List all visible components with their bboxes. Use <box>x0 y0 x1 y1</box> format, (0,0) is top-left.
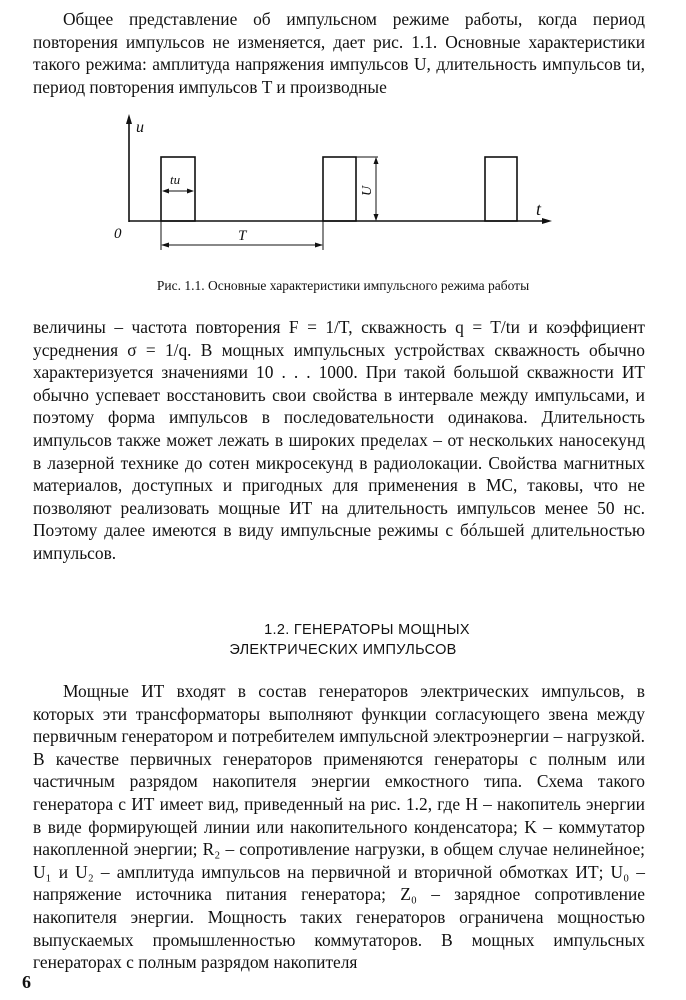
origin-label: 0 <box>114 226 122 242</box>
y-axis-arrow <box>126 114 132 124</box>
amplitude-label: U <box>360 185 375 196</box>
page-number: 6 <box>22 972 31 992</box>
pulse-width-label: tи <box>170 172 181 187</box>
x-axis-arrow <box>542 218 552 224</box>
y-axis-label: u <box>136 119 144 136</box>
pulse-1 <box>161 157 195 221</box>
paragraph-quantities: величины – частота повторения F = 1/T, скважность q = T/tи и коэффициент усреднения σ = 1/q. В мощных импульсных устройствах скважность обычно характеризуется значениями 10 . . . 1000. При такой большой скважности ИТ обычно успевает восстановить свои свойства в интервале между импульсами, и поэтому форма импульсов в последовательности одинакова. Длительность импульсов также может лежать в широких пределах – от нескольких наносекунд в лазерной технике до сотен микросекунд в радиолокации. Свойства магнитных материалов, доступных и пригодных для применения в МС, таковы, что не позволяют реализовать мощные ИТ на длительность импульсов менее 50 нс. Поэтому далее имеются в виду импульсные режимы с бóльшей длительностью импульсов. <box>33 317 645 563</box>
pulse-diagram <box>0 0 686 270</box>
pulse-3 <box>485 157 517 221</box>
paragraph-generators: Мощные ИТ входят в состав генераторов электрических импульсов, в которых эти трансформаторы выполняют функции согласующего звена между первичным генератором и потребителем импульсной электроэнергии – нагрузкой. В качестве первичных генераторов применяются генераторы с полным или частичным разрядом накопителя энергии емкостного типа. Схема такого генератора с ИТ имеет вид, приведенный на рис. 1.2, где H – накопитель энергии в виде формирующей линии или накопительного конденсатора; K – коммутатор накопленной энергии; R₂ – сопротивление нагрузки, в общем случае нелинейное; U₁ и U₂ – амплитуда импульсов на первичной и вторичной обмотках ИТ; U₀ – напряжение источника питания генератора; Z₀ – зарядное сопротивление накопителя энергии. Мощность таких генераторов ограничена мощностью выпускаемых промышленностью коммутаторов. В мощных импульсных генераторах с полным разрядом накопителя <box>33 681 645 973</box>
section-heading <box>0 620 686 660</box>
pulse-2 <box>323 157 356 221</box>
x-axis-label: t <box>536 199 542 219</box>
section-heading-line-2: ЭЛЕКТРИЧЕСКИХ ИМПУЛЬСОВ <box>229 642 457 658</box>
paragraph-intro: Общее представление об импульсном режиме работы, когда период повторения импульсов не изменяется, дает рис. 1.1. Основные характеристики такого режима: амплитуда напряжения импульсов U, длительность импульсов tи, период повторения импульсов T и производные <box>33 9 645 97</box>
period-label: T <box>238 228 247 244</box>
figure-caption: Рис. 1.1. Основные характеристики импульсного режима работы <box>156 278 530 293</box>
section-heading-line-1: 1.2. ГЕНЕРАТОРЫ МОЩНЫХ <box>264 622 470 638</box>
